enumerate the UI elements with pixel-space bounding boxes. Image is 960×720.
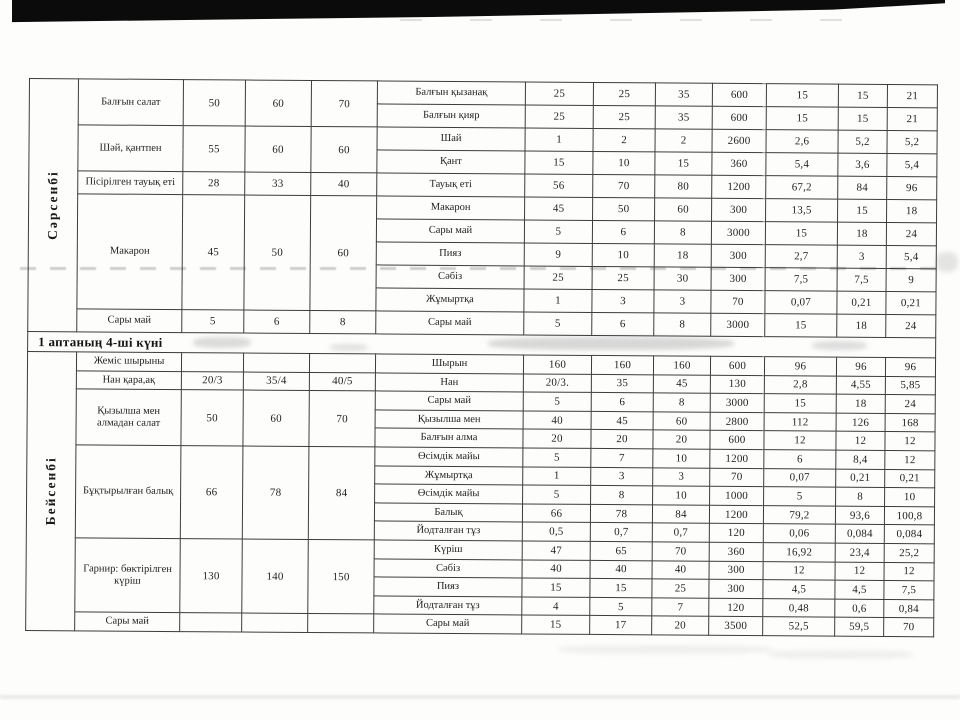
- value-cell: 5,4: [887, 153, 937, 176]
- page-edge-shadow: [0, 695, 960, 699]
- value-cell: 5: [524, 220, 592, 243]
- value-cell: 5: [523, 448, 591, 467]
- value-cell: 3000: [711, 221, 765, 244]
- value-cell: 15: [766, 107, 838, 131]
- ingredient-name-cell: Нан: [375, 373, 523, 393]
- value-cell: 2600: [712, 129, 766, 152]
- value-cell: 3000: [711, 313, 765, 336]
- dish-name-cell: Балғын салат: [78, 79, 183, 126]
- value-cell: 360: [709, 542, 763, 561]
- value-cell: 9: [886, 268, 936, 291]
- value-cell: 12: [836, 432, 885, 451]
- value-cell: 24: [886, 314, 936, 337]
- portion-cell: 60: [245, 126, 311, 172]
- dish-name-cell: Пісірілген тауық еті: [78, 171, 183, 195]
- value-cell: 40: [523, 411, 591, 430]
- value-cell: 7: [591, 448, 653, 467]
- value-cell: 10: [885, 488, 935, 507]
- ingredient-name-cell: Шырын: [375, 354, 523, 374]
- value-cell: 15: [765, 314, 837, 338]
- ingredient-name-cell: Қант: [377, 150, 525, 174]
- portion-cell: 20/3: [181, 371, 243, 390]
- value-cell: 3: [837, 245, 886, 268]
- ingredient-name-cell: Шай: [377, 127, 525, 151]
- ingredient-name-cell: Қызылша мен: [375, 410, 523, 430]
- day-label: [26, 351, 77, 630]
- value-cell: 25: [592, 266, 654, 289]
- ingredient-name-cell: Балғын қызанақ: [377, 81, 525, 105]
- ingredient-name-cell: Пияз: [376, 242, 524, 266]
- value-cell: 25,2: [884, 543, 934, 562]
- day-label: [28, 79, 79, 332]
- portion-cell: 60: [245, 80, 311, 126]
- portion-cell: [180, 613, 242, 632]
- value-cell: 18: [654, 244, 711, 267]
- value-cell: 78: [590, 504, 652, 523]
- value-cell: 25: [593, 82, 655, 105]
- value-cell: 120: [709, 598, 763, 617]
- table-row: [29, 194, 937, 223]
- value-cell: 1000: [710, 486, 764, 505]
- value-cell: 23,4: [835, 543, 884, 562]
- scan-artifact: [400, 19, 860, 21]
- ingredient-name-cell: Күріш: [374, 540, 522, 560]
- ingredient-name-cell: Тауық еті: [377, 173, 525, 197]
- value-cell: 8,4: [836, 450, 885, 469]
- ingredient-name-cell: Жұмыртқа: [376, 288, 524, 312]
- value-cell: 25: [593, 105, 655, 128]
- value-cell: 12: [885, 432, 935, 451]
- value-cell: 18: [837, 222, 886, 245]
- value-cell: 300: [712, 198, 766, 221]
- value-cell: 168: [885, 413, 935, 432]
- value-cell: 5,85: [885, 376, 935, 395]
- value-cell: 40: [652, 560, 709, 579]
- value-cell: 9: [524, 243, 592, 266]
- table-row: [29, 79, 937, 108]
- value-cell: 4,5: [763, 580, 835, 599]
- value-cell: 15: [764, 394, 836, 413]
- value-cell: 70: [711, 290, 765, 313]
- ingredient-name-cell: Йодталған тұз: [374, 596, 522, 616]
- value-cell: 0,5: [522, 522, 590, 541]
- value-cell: 3: [592, 289, 654, 312]
- ingredient-name-cell: Сары май: [375, 391, 523, 411]
- value-cell: 20: [653, 430, 710, 449]
- value-cell: 1200: [712, 175, 766, 198]
- value-cell: 10: [593, 151, 655, 174]
- value-cell: 96: [764, 357, 836, 376]
- ingredient-name-cell: Сәбіз: [374, 558, 522, 578]
- value-cell: 20/3.: [523, 374, 591, 393]
- value-cell: 20: [652, 616, 709, 635]
- value-cell: 300: [709, 579, 763, 598]
- portion-cell: 8: [310, 310, 376, 333]
- value-cell: 13,5: [766, 199, 838, 223]
- value-cell: 600: [710, 431, 764, 450]
- value-cell: 20: [591, 430, 653, 449]
- value-cell: 45: [591, 411, 653, 430]
- ingredient-name-cell: Сары май: [376, 311, 524, 335]
- value-cell: 10: [653, 486, 710, 505]
- value-cell: 0,84: [884, 599, 934, 618]
- dish-name-cell: Гарнир: бөктірілген күріш: [75, 538, 181, 613]
- scan-smudge: [768, 650, 913, 659]
- value-cell: 80: [655, 175, 712, 198]
- value-cell: 4,55: [836, 376, 885, 395]
- value-cell: 40: [590, 560, 652, 579]
- ingredient-name-cell: Пияз: [374, 577, 522, 597]
- value-cell: 24: [886, 222, 936, 245]
- value-cell: 0,084: [835, 524, 884, 543]
- ingredient-name-cell: Балғын қияр: [377, 104, 525, 128]
- value-cell: 35: [655, 83, 712, 106]
- value-cell: 15: [525, 151, 593, 174]
- value-cell: 600: [712, 83, 766, 106]
- portion-cell: [181, 353, 243, 372]
- dish-name-cell: Қызылша мен алмадан салат: [76, 389, 181, 446]
- value-cell: 15: [765, 222, 837, 246]
- value-cell: 16,92: [763, 543, 835, 562]
- value-cell: 10: [592, 243, 654, 266]
- value-cell: 5,2: [887, 130, 937, 153]
- value-cell: 25: [525, 105, 593, 128]
- value-cell: 15: [522, 578, 590, 597]
- value-cell: 21: [887, 107, 937, 130]
- value-cell: 600: [712, 106, 766, 129]
- value-cell: 2: [655, 129, 712, 152]
- portion-cell: 55: [183, 126, 245, 172]
- ingredient-name-cell: Өсімдік майы: [375, 484, 523, 504]
- value-cell: 360: [712, 152, 766, 175]
- dish-name-cell: Макарон: [77, 194, 183, 310]
- value-cell: 84: [652, 505, 709, 524]
- value-cell: 6: [591, 393, 653, 412]
- value-cell: 25: [525, 82, 593, 105]
- ingredient-name-cell: Сәбіз: [376, 265, 524, 289]
- value-cell: 3000: [710, 393, 764, 412]
- dish-name-cell: Шәй, қантпен: [78, 125, 183, 172]
- value-cell: 8: [654, 221, 711, 244]
- value-cell: 5: [524, 312, 592, 335]
- value-cell: 2,7: [765, 245, 837, 269]
- value-cell: 93,6: [835, 506, 884, 525]
- value-cell: 0,7: [590, 523, 652, 542]
- value-cell: 18: [836, 394, 885, 413]
- ingredient-name-cell: Йодталған тұз: [374, 521, 522, 541]
- value-cell: 12: [763, 561, 835, 580]
- menu-table-wrapper: [25, 78, 938, 637]
- value-cell: 70: [884, 618, 934, 637]
- portion-cell: 60: [310, 195, 377, 310]
- value-cell: 70: [710, 468, 764, 487]
- value-cell: 5: [523, 392, 591, 411]
- value-cell: 3: [591, 467, 653, 486]
- value-cell: 15: [838, 84, 887, 107]
- value-cell: 8: [591, 486, 653, 505]
- value-cell: 60: [655, 198, 712, 221]
- value-cell: 7,5: [765, 268, 837, 292]
- value-cell: 5: [590, 597, 652, 616]
- portion-cell: 28: [183, 172, 245, 195]
- value-cell: 3: [654, 290, 711, 313]
- value-cell: 2800: [710, 412, 764, 431]
- value-cell: 47: [522, 541, 590, 560]
- dish-name-cell: Сары май: [77, 309, 182, 333]
- value-cell: 6: [764, 450, 836, 469]
- value-cell: 0,084: [884, 525, 934, 544]
- value-cell: 59,5: [835, 617, 884, 636]
- value-cell: 1: [523, 467, 591, 486]
- portion-cell: 130: [180, 539, 243, 614]
- value-cell: 17: [590, 616, 652, 635]
- value-cell: 0,21: [836, 469, 885, 488]
- value-cell: 66: [522, 504, 590, 523]
- day-label-text: Сәрсенбі: [44, 170, 61, 241]
- portion-cell: 70: [309, 391, 375, 447]
- value-cell: 25: [524, 266, 592, 289]
- portion-cell: 60: [311, 126, 377, 172]
- value-cell: 12: [885, 450, 935, 469]
- value-cell: 130: [710, 375, 764, 394]
- dish-name-cell: Бұқтырылған балық: [75, 445, 181, 539]
- day-label-text: Бейсенбі: [42, 456, 59, 526]
- value-cell: 45: [653, 374, 710, 393]
- value-cell: 4: [522, 597, 590, 616]
- value-cell: 126: [836, 413, 885, 432]
- value-cell: 5,4: [886, 245, 936, 268]
- ingredient-name-cell: Сары май: [374, 614, 522, 634]
- value-cell: 1200: [709, 505, 763, 524]
- value-cell: 79,2: [763, 505, 835, 524]
- value-cell: 35: [655, 106, 712, 129]
- value-cell: 0,21: [886, 291, 936, 314]
- ingredient-name-cell: Балғын алма: [375, 428, 523, 448]
- portion-cell: [242, 613, 308, 632]
- value-cell: 15: [838, 107, 887, 130]
- menu-table: [25, 78, 938, 637]
- dish-name-cell: Жеміс шырыны: [76, 352, 181, 371]
- portion-cell: 50: [181, 390, 243, 446]
- value-cell: 0,6: [835, 599, 884, 618]
- portion-cell: 40: [311, 172, 377, 195]
- value-cell: 5,4: [766, 153, 838, 177]
- portion-cell: 50: [244, 195, 311, 310]
- value-cell: 300: [711, 244, 765, 267]
- value-cell: 3500: [709, 617, 763, 636]
- portion-cell: 45: [182, 195, 245, 310]
- portion-cell: 60: [243, 390, 309, 446]
- value-cell: 60: [653, 412, 710, 431]
- value-cell: 40: [522, 559, 590, 578]
- value-cell: 12: [884, 562, 934, 581]
- section-divider-label: 1 аптаның 4-ші күні: [28, 331, 936, 357]
- portion-cell: 78: [242, 446, 309, 539]
- value-cell: 45: [525, 197, 593, 220]
- value-cell: 160: [523, 355, 591, 374]
- value-cell: 4,5: [835, 580, 884, 599]
- dish-name-cell: Нан қара,ақ: [76, 370, 181, 389]
- value-cell: 0,7: [652, 523, 709, 542]
- scan-smudge: [558, 645, 773, 654]
- value-cell: 0,21: [837, 291, 886, 314]
- value-cell: 300: [709, 561, 763, 580]
- portion-cell: 140: [242, 539, 309, 614]
- portion-cell: 33: [245, 172, 311, 195]
- value-cell: 56: [525, 174, 593, 197]
- value-cell: 21: [887, 84, 937, 107]
- value-cell: 96: [836, 357, 885, 376]
- ingredient-name-cell: Макарон: [377, 196, 525, 220]
- value-cell: 100,8: [884, 506, 934, 525]
- value-cell: 52,5: [763, 617, 835, 636]
- value-cell: 65: [590, 541, 652, 560]
- portion-cell: [309, 353, 375, 372]
- value-cell: 5: [523, 485, 591, 504]
- value-cell: 0,07: [764, 468, 836, 487]
- portion-cell: 6: [244, 310, 310, 333]
- ingredient-name-cell: Жұмыртқа: [375, 465, 523, 485]
- value-cell: 2: [593, 128, 655, 151]
- value-cell: 10: [653, 449, 710, 468]
- value-cell: 15: [590, 579, 652, 598]
- value-cell: 35: [591, 374, 653, 393]
- value-cell: 0,21: [885, 469, 935, 488]
- value-cell: 2,6: [766, 130, 838, 154]
- value-cell: 18: [837, 314, 886, 337]
- portion-cell: [308, 614, 374, 633]
- table-row: [29, 125, 937, 154]
- value-cell: 84: [838, 176, 887, 199]
- value-cell: 70: [593, 174, 655, 197]
- value-cell: 3,6: [838, 153, 887, 176]
- value-cell: 67,2: [766, 176, 838, 200]
- value-cell: 15: [522, 615, 590, 634]
- value-cell: 96: [885, 357, 935, 376]
- value-cell: 160: [653, 356, 710, 375]
- value-cell: 70: [652, 542, 709, 561]
- value-cell: 1: [525, 128, 593, 151]
- portion-cell: 70: [311, 80, 377, 126]
- value-cell: 5: [764, 487, 836, 506]
- value-cell: 5,2: [838, 130, 887, 153]
- portion-cell: 84: [308, 446, 375, 539]
- value-cell: 15: [838, 199, 887, 222]
- ingredient-name-cell: Өсімдік майы: [375, 447, 523, 467]
- value-cell: 30: [654, 267, 711, 290]
- value-cell: 0,06: [763, 524, 835, 543]
- value-cell: 300: [711, 267, 765, 290]
- value-cell: 7,5: [884, 581, 934, 600]
- value-cell: 120: [709, 524, 763, 543]
- value-cell: 12: [764, 431, 836, 450]
- value-cell: 600: [710, 356, 764, 375]
- scan-smudge: [936, 252, 958, 272]
- value-cell: 6: [592, 220, 654, 243]
- value-cell: 50: [593, 197, 655, 220]
- value-cell: 20: [523, 429, 591, 448]
- portion-cell: 66: [180, 446, 243, 539]
- portion-cell: 150: [308, 539, 375, 614]
- value-cell: 112: [764, 412, 836, 431]
- value-cell: 25: [652, 579, 709, 598]
- value-cell: 1: [524, 289, 592, 312]
- value-cell: 8: [654, 313, 711, 336]
- value-cell: 7,5: [837, 268, 886, 291]
- value-cell: 96: [887, 176, 937, 199]
- value-cell: 8: [836, 487, 885, 506]
- ingredient-name-cell: Балық: [374, 503, 522, 523]
- portion-cell: 40/5: [309, 372, 375, 391]
- dish-name-cell: Сары май: [75, 612, 180, 631]
- value-cell: 0,07: [765, 291, 837, 315]
- value-cell: 24: [885, 395, 935, 414]
- value-cell: 8: [653, 393, 710, 412]
- value-cell: 160: [591, 355, 653, 374]
- value-cell: 6: [592, 312, 654, 335]
- value-cell: 12: [835, 562, 884, 581]
- portion-cell: 35/4: [243, 372, 309, 391]
- portion-cell: [243, 353, 309, 372]
- value-cell: 15: [655, 152, 712, 175]
- value-cell: 1200: [710, 449, 764, 468]
- portion-cell: 5: [182, 310, 244, 333]
- value-cell: 18: [887, 199, 937, 222]
- value-cell: 2,8: [764, 375, 836, 394]
- value-cell: 0,48: [763, 598, 835, 617]
- portion-cell: 50: [183, 80, 245, 126]
- ingredient-name-cell: Сары май: [376, 219, 524, 243]
- value-cell: 7: [652, 598, 709, 617]
- value-cell: 3: [653, 467, 710, 486]
- value-cell: 15: [766, 84, 838, 108]
